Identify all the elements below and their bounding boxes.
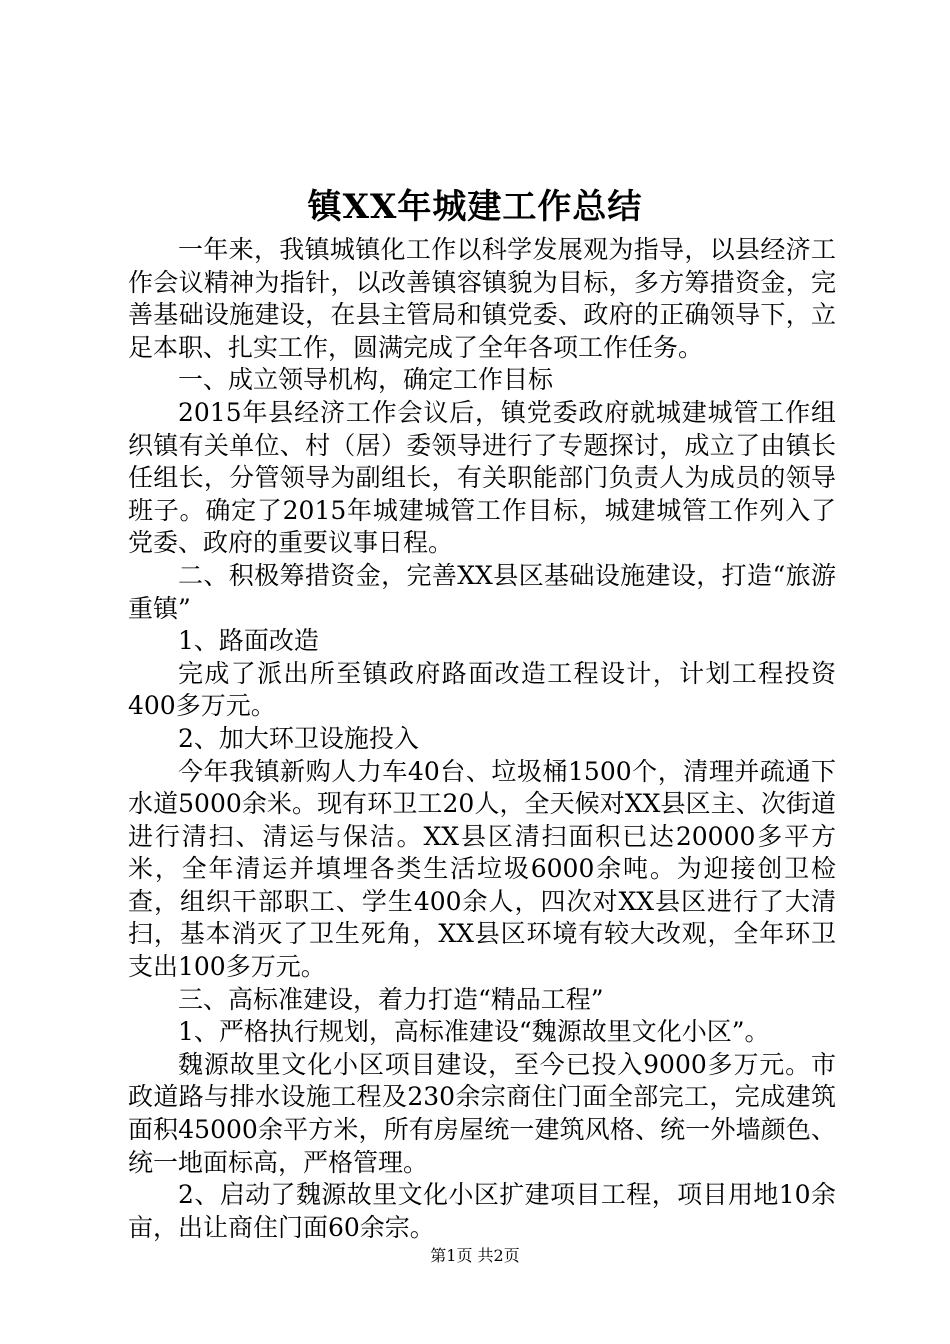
page-number: 第1页 共2页 [430, 1246, 520, 1265]
section-heading-2: 二、积极筹措资金，完善XX县区基础设施建设，打造“旅游重镇” [128, 560, 836, 623]
paragraph-3-2: 2、启动了魏源故里文化小区扩建项目工程，项目用地10余亩，出让商住门面60余宗。 [128, 1180, 836, 1242]
subheading-3-1: 1、严格执行规划，高标准建设“魏源故里文化小区”。 [178, 1017, 770, 1047]
paragraph-intro: 一年来，我镇城镇化工作以科学发展观为指导，以县经济工作会议精神为指针，以改善镇容镇貌为目标，多方筹措资金，完善基础设施建设，在县主管局和镇党委、政府的正确领导下，立足本职、扎实工作，圆满完成了全年各项工作任务。 [128, 235, 836, 362]
section-heading-1: 一、成立领导机构，确定工作目标 [178, 365, 554, 395]
document-body [128, 234, 836, 1244]
paragraph-2-1: 完成了派出所至镇政府路面改造工程设计，计划工程投资400多万元。 [128, 658, 836, 721]
paragraph-3-1: 魏源故里文化小区项目建设，至今已投入9000多万元。市政道路与排水设施工程及230余宗商住门面全部完工，完成建筑面积45000余平方米，所有房屋统一建筑风格、统一外墙颜色、统一地面标高，严格管理。 [128, 1049, 836, 1177]
paragraph-2-2: 今年我镇新购人力车40台、垃圾桶1500个，清理并疏通下水道5000余米。现有环卫工20人，全天候对XX县区主、次街道进行清扫、清运与保洁。XX县区清扫面积已达20000多平方米，全年清运并填埋各类生活垃圾6000余吨。为迎接创卫检查，组织干部职工、学生400余人，四次对XX县区进行了大清扫，基本消灭了卫生死角，XX县区环境有较大改观，全年环卫支出100多万元。 [128, 756, 836, 982]
paragraph-1: 2015年县经济工作会议后，镇党委政府就城建城管工作组织镇有关单位、村（居）委领导进行了专题探讨，成立了由镇长任组长，分管领导为副组长，有关职能部门负责人为成员的领导班子。确定了2015年城建城管工作目标，城建城管工作列入了党委、政府的重要议事日程。 [128, 397, 836, 558]
subheading-2-1: 1、路面改造 [178, 626, 319, 656]
document-title: 镇XX年城建工作总结 [307, 187, 643, 227]
subheading-2-2: 2、加大环卫设施投入 [178, 723, 419, 753]
section-heading-3: 三、高标准建设，着力打造“精品工程” [178, 984, 604, 1014]
